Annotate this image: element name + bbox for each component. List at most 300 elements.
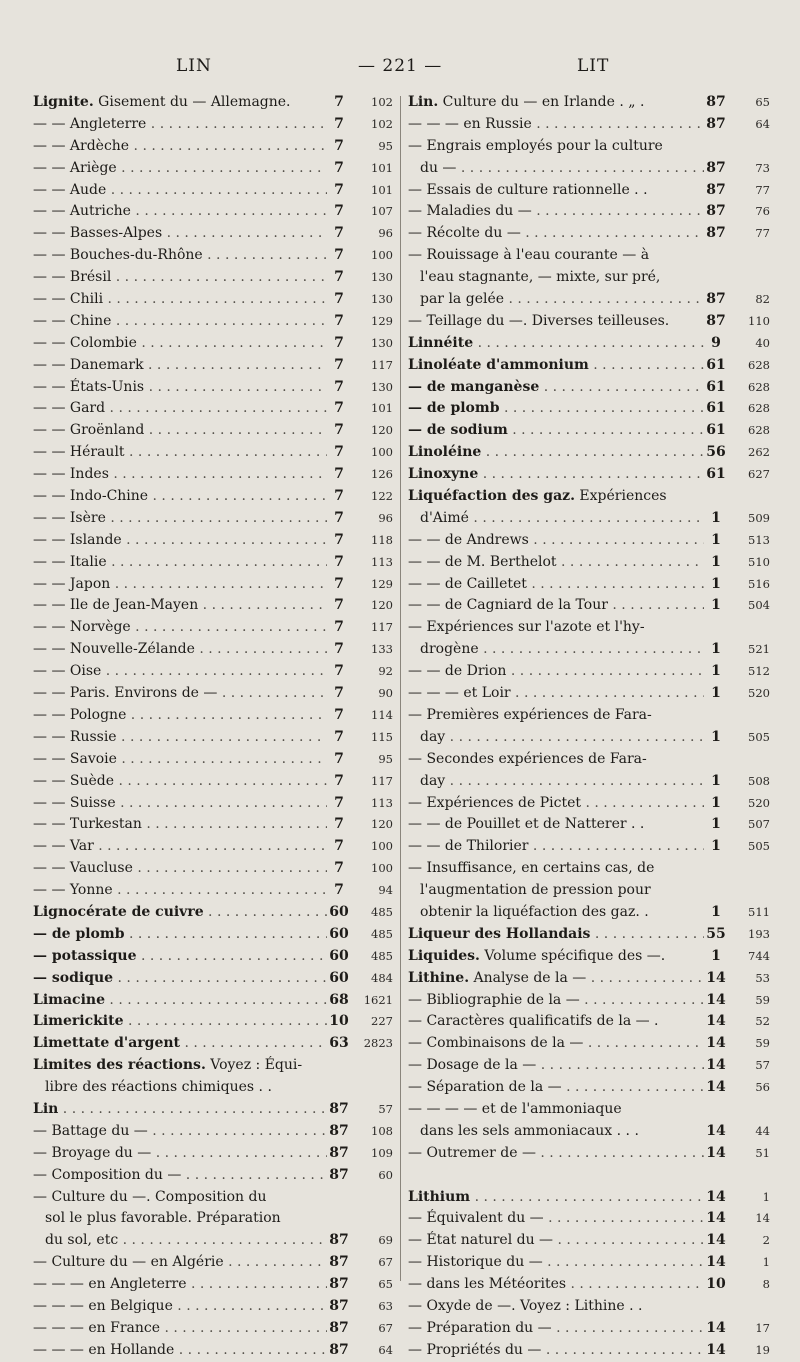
- entry-headword: Lin.: [408, 94, 439, 110]
- entry-volume: 14: [706, 1144, 726, 1161]
- entry-volume: 1: [711, 597, 721, 614]
- entry-text: — — Bouches-du-Rhône . . .: [33, 245, 327, 267]
- index-entry: [33, 1077, 393, 1099]
- index-entry: [33, 1318, 393, 1340]
- entry-page: 101: [371, 401, 393, 416]
- index-entry: [33, 420, 393, 442]
- entry-text: — Composition du — . . .: [33, 1165, 327, 1187]
- entry-volume: 55: [706, 925, 726, 942]
- entry-text: — — Brésil . . .: [33, 267, 327, 289]
- index-entry: [33, 1055, 393, 1077]
- entry-text: [408, 442, 704, 464]
- entry-text: — — Oise . . .: [33, 661, 327, 683]
- entry-page: 51: [755, 1145, 770, 1160]
- index-entry: [408, 158, 770, 180]
- index-entry: [33, 793, 393, 815]
- entry-page: 120: [371, 817, 393, 832]
- entry-volume: 10: [706, 1276, 726, 1293]
- index-entry: [408, 880, 770, 902]
- index-entry: [408, 1121, 770, 1143]
- entry-volume: 7: [334, 706, 344, 723]
- entry-volume: 14: [706, 1035, 726, 1052]
- entry-volume: 7: [334, 400, 344, 417]
- entry-page: 53: [755, 970, 770, 985]
- entry-volume: 1: [711, 728, 721, 745]
- entry-headword: Linoxyne: [408, 466, 479, 483]
- index-entry: [408, 245, 770, 267]
- entry-page: 227: [371, 1014, 393, 1029]
- index-entry: [33, 990, 393, 1012]
- index-entry: [33, 617, 393, 639]
- entry-page: 117: [371, 773, 393, 788]
- entry-text: — — Chine . . .: [33, 311, 327, 333]
- entry-volume: 1: [711, 903, 721, 920]
- entry-text: — — de Andrews . . .: [408, 530, 704, 552]
- entry-text: — Oxyde de —. Voyez : Lithine . .: [408, 1297, 643, 1314]
- entry-volume: 87: [706, 181, 726, 198]
- index-entry: [408, 1296, 770, 1318]
- entry-volume: 14: [706, 969, 726, 986]
- entry-text: — — Suède . . .: [33, 771, 327, 793]
- index-entry: [408, 1077, 770, 1099]
- index-entry: [408, 223, 770, 245]
- entry-text: — — de Cagniard de la Tour . . .: [408, 595, 704, 617]
- entry-volume: 14: [706, 1341, 726, 1358]
- entry-text: — Propriétés du — . . .: [408, 1340, 704, 1362]
- entry-text: — — Italie . . .: [33, 552, 327, 574]
- entry-volume: 87: [329, 1319, 349, 1336]
- entry-text: — — Var . . .: [33, 836, 327, 858]
- entry-headword: Limettate d'argent: [33, 1035, 180, 1052]
- entry-text: — — Danemark . . .: [33, 355, 327, 377]
- index-entry: [33, 1230, 393, 1252]
- index-entry: [408, 1187, 770, 1209]
- entry-text: — Premières expériences de Fara-: [408, 706, 652, 723]
- index-entry: [408, 289, 770, 311]
- entry-text: [408, 398, 704, 420]
- entry-text: — — — en Angleterre . . .: [33, 1274, 327, 1296]
- entry-volume: 7: [334, 115, 344, 132]
- entry-volume: 60: [329, 903, 349, 920]
- entry-volume: 87: [706, 203, 726, 220]
- entry-page: 120: [371, 598, 393, 613]
- entry-text: [33, 946, 327, 968]
- entry-page: 485: [371, 948, 393, 963]
- index-entry: [33, 530, 393, 552]
- entry-text: — Combinaisons de la — . . .: [408, 1033, 704, 1055]
- entry-page: 510: [748, 554, 770, 569]
- entry-text: [33, 968, 327, 990]
- entry-volume: 7: [334, 247, 344, 264]
- entry-page: 113: [371, 554, 393, 569]
- entry-text: — Secondes expériences de Fara-: [408, 750, 647, 767]
- entry-page: 59: [755, 992, 770, 1007]
- page-number: — 221 —: [358, 56, 443, 76]
- entry-page: 521: [748, 642, 770, 657]
- entry-text: Limites des réactions. Voyez : Équi-: [33, 1057, 303, 1074]
- index-entry: [33, 398, 393, 420]
- entry-page: 92: [378, 664, 393, 679]
- entry-page: 14: [755, 1211, 770, 1226]
- entry-page: 511: [748, 904, 770, 919]
- index-entry: [33, 661, 393, 683]
- index-entry: [33, 180, 393, 202]
- entry-volume: 7: [334, 94, 344, 110]
- entry-volume: 61: [706, 422, 726, 439]
- entry-volume: 14: [706, 1319, 726, 1336]
- entry-page: 100: [371, 861, 393, 876]
- entry-text: — — — en Belgique . . .: [33, 1296, 327, 1318]
- entry-page: 113: [371, 795, 393, 810]
- entry-text: — — Savoie . . .: [33, 749, 327, 771]
- entry-text: — — Norvège . . .: [33, 617, 327, 639]
- index-entry: [33, 377, 393, 399]
- entry-text: Lin. Culture du — en Irlande . „ .: [408, 94, 645, 110]
- entry-headword: Linoléate d'ammonium: [408, 356, 589, 373]
- entry-headword: — potassique: [33, 947, 137, 964]
- entry-text: [408, 464, 704, 486]
- header-right: LIT: [577, 56, 610, 76]
- index-entry: [33, 1296, 393, 1318]
- entry-headword: — de plomb: [33, 925, 125, 942]
- entry-page: 485: [371, 904, 393, 919]
- entry-headword: Limites des réactions.: [33, 1057, 206, 1074]
- entry-text: — — Nouvelle-Zélande . . .: [33, 639, 327, 661]
- entry-volume: 14: [706, 1232, 726, 1249]
- entry-text: — — — et Loir . . .: [408, 683, 704, 705]
- entry-page: 57: [755, 1058, 770, 1073]
- entry-text: — Récolte du — . . .: [408, 223, 704, 245]
- entry-volume: 61: [706, 466, 726, 483]
- index-entry: [33, 267, 393, 289]
- entry-page: 64: [378, 1342, 393, 1357]
- entry-text: — — Hérault . . .: [33, 442, 327, 464]
- entry-page: 8: [762, 1277, 770, 1292]
- index-entry: [408, 705, 770, 727]
- entry-text: — Dosage de la — . . .: [408, 1055, 704, 1077]
- index-entry: [408, 836, 770, 858]
- entry-volume: 14: [706, 1210, 726, 1227]
- entry-text: Liquéfaction des gaz. Expériences: [408, 488, 667, 505]
- entry-text: — — Chili . . .: [33, 289, 327, 311]
- entry-volume: 87: [706, 225, 726, 242]
- entry-page: 505: [748, 839, 770, 854]
- entry-page: 102: [371, 116, 393, 131]
- entry-text: — — Suisse . . .: [33, 793, 327, 815]
- index-entry: [408, 508, 770, 530]
- entry-page: 130: [371, 379, 393, 394]
- entry-page: 120: [371, 423, 393, 438]
- entry-headword: — sodique: [33, 969, 114, 986]
- entry-page: 628: [748, 357, 770, 372]
- entry-text: — Culture du — en Algérie . . .: [33, 1252, 327, 1274]
- index-entry: [408, 1340, 770, 1362]
- entry-page: 65: [755, 95, 770, 109]
- entry-page: 1: [762, 1189, 770, 1204]
- index-entry: [408, 1230, 770, 1252]
- entry-text: [408, 420, 704, 442]
- entry-text: Lignite. Gisement du — Allemagne.: [33, 94, 291, 110]
- entry-headword: Linnéite: [408, 334, 474, 351]
- entry-volume: 87: [329, 1122, 349, 1139]
- entry-page: 60: [378, 1167, 393, 1182]
- entry-text: — — Aude . . .: [33, 180, 327, 202]
- entry-text: — — — — et de l'ammoniaque: [408, 1100, 622, 1117]
- index-entry: [408, 114, 770, 136]
- entry-page: 126: [371, 467, 393, 482]
- entry-page: 59: [755, 1036, 770, 1051]
- index-entry: [408, 311, 770, 333]
- right-column: [408, 92, 770, 1362]
- entry-headword: Lignite.: [33, 94, 94, 110]
- entry-volume: 7: [334, 531, 344, 548]
- entry-page: 94: [378, 883, 393, 898]
- entry-volume: 7: [334, 422, 344, 439]
- entry-page: 56: [755, 1080, 770, 1095]
- entry-text: — dans les Météorites . . .: [408, 1274, 704, 1296]
- entry-page: 628: [748, 423, 770, 438]
- index-entry: [33, 158, 393, 180]
- entry-text: — — de Cailletet . . .: [408, 574, 704, 596]
- entry-page: 2823: [363, 1036, 393, 1051]
- entry-volume: 7: [334, 378, 344, 395]
- entry-volume: 9: [711, 334, 721, 351]
- index-entry: [408, 771, 770, 793]
- entry-volume: 7: [334, 794, 344, 811]
- entry-text: — Engrais employés pour la culture: [408, 137, 663, 154]
- entry-text: [408, 377, 704, 399]
- entry-volume: 87: [706, 159, 726, 176]
- index-entry: [33, 574, 393, 596]
- index-entry: [33, 333, 393, 355]
- entry-volume: 1: [711, 509, 721, 526]
- index-entry: [408, 727, 770, 749]
- entry-text: — — Islande . . .: [33, 530, 327, 552]
- entry-headword: — de plomb: [408, 400, 500, 417]
- entry-text: [33, 902, 327, 924]
- entry-volume: 7: [334, 728, 344, 745]
- entry-page: 64: [755, 116, 770, 131]
- entry-text: — Battage du — . . .: [33, 1121, 327, 1143]
- index-entry: [408, 1143, 770, 1165]
- entry-page: 76: [755, 204, 770, 219]
- entry-page: 101: [371, 182, 393, 197]
- entry-page: 512: [748, 664, 770, 679]
- entry-volume: 60: [329, 969, 349, 986]
- index-entry: [33, 749, 393, 771]
- index-entry: [33, 1252, 393, 1274]
- entry-page: 628: [748, 401, 770, 416]
- index-entry: [408, 398, 770, 420]
- entry-volume: 1: [711, 575, 721, 592]
- entry-page: 101: [371, 160, 393, 175]
- index-entry: [33, 245, 393, 267]
- entry-volume: 1: [711, 663, 721, 680]
- entry-text: du sol, etc . . .: [33, 1230, 327, 1252]
- entry-page: 130: [371, 270, 393, 285]
- index-entry: [408, 595, 770, 617]
- entry-text: — — Pologne . . .: [33, 705, 327, 727]
- entry-page: 484: [371, 970, 393, 985]
- entry-page: 57: [378, 1101, 393, 1116]
- index-entry: [33, 1099, 393, 1121]
- entry-volume: 7: [334, 619, 344, 636]
- entry-volume: 7: [334, 838, 344, 855]
- entry-page: 504: [748, 598, 770, 613]
- index-entry: [408, 201, 770, 223]
- entry-page: 1: [762, 1255, 770, 1270]
- header-left: LIN: [176, 56, 212, 76]
- entry-volume: 1: [711, 531, 721, 548]
- entry-page: 40: [755, 335, 770, 350]
- entry-text: sol le plus favorable. Préparation: [45, 1210, 281, 1227]
- entry-page: 95: [378, 138, 393, 153]
- entry-volume: 7: [334, 685, 344, 702]
- index-entry: [408, 574, 770, 596]
- index-entry: [33, 836, 393, 858]
- index-entry: [408, 180, 770, 202]
- entry-text: — — Indo-Chine . . .: [33, 486, 327, 508]
- entry-text: — — Basses-Alpes . . .: [33, 223, 327, 245]
- entry-headword: Lignocérate de cuivre: [33, 903, 204, 920]
- index-entry: [33, 946, 393, 968]
- entry-volume: 87: [329, 1254, 349, 1271]
- entry-page: 193: [748, 926, 770, 941]
- index-entry: [408, 355, 770, 377]
- index-entry: [408, 1099, 770, 1121]
- entry-page: 505: [748, 729, 770, 744]
- entry-page: 744: [748, 948, 770, 963]
- entry-page: 102: [371, 95, 393, 109]
- entry-text: — — — en Russie . . .: [408, 114, 704, 136]
- entry-page: 52: [755, 1014, 770, 1029]
- index-entry: [33, 1274, 393, 1296]
- entry-text: — — Autriche . . .: [33, 201, 327, 223]
- entry-page: 513: [748, 532, 770, 547]
- entry-volume: 7: [334, 575, 344, 592]
- entry-volume: 14: [706, 1057, 726, 1074]
- entry-headword: Lithine.: [408, 969, 470, 986]
- entry-volume: 1: [711, 772, 721, 789]
- index-entry: [33, 223, 393, 245]
- entry-page: 73: [755, 160, 770, 175]
- entry-text: Lithine. Analyse de la — . . .: [408, 968, 704, 990]
- entry-page: 129: [371, 576, 393, 591]
- index-entry: [33, 858, 393, 880]
- index-entry: [33, 114, 393, 136]
- entry-text: — — Yonne . . .: [33, 880, 327, 902]
- entry-page: 44: [755, 1123, 770, 1138]
- entry-volume: 7: [334, 291, 344, 308]
- index-entry: [408, 990, 770, 1012]
- index-entry: [408, 924, 770, 946]
- entry-text: — Insuffisance, en certains cas, de: [408, 860, 655, 877]
- entry-volume: 63: [329, 1035, 349, 1052]
- entry-page: 117: [371, 357, 393, 372]
- index-entry: [33, 639, 393, 661]
- index-entry: [33, 1165, 393, 1187]
- entry-volume: 87: [329, 1297, 349, 1314]
- index-entry: [408, 92, 770, 114]
- index-entry: [33, 595, 393, 617]
- entry-page: 129: [371, 313, 393, 328]
- entry-text: — Expériences de Pictet . . .: [408, 793, 704, 815]
- entry-volume: 7: [334, 203, 344, 220]
- index-entry: [33, 201, 393, 223]
- entry-text: — Maladies du — . . .: [408, 201, 704, 223]
- entry-page: 69: [378, 1233, 393, 1248]
- entry-text: — Séparation de la — . . .: [408, 1077, 704, 1099]
- entry-page: 1621: [363, 992, 393, 1007]
- entry-headword: Limacine: [33, 991, 105, 1008]
- entry-text: — Caractères qualificatifs de la — .: [408, 1013, 659, 1030]
- index-entry: [408, 968, 770, 990]
- entry-text: — Expériences sur l'azote et l'hy-: [408, 619, 645, 636]
- entry-page: 628: [748, 379, 770, 394]
- entry-text: Liquides. Volume spécifique des —.: [408, 947, 666, 964]
- entry-volume: 7: [334, 860, 344, 877]
- entry-page: 520: [748, 686, 770, 701]
- entry-text: — — de Drion . . .: [408, 661, 704, 683]
- index-entry: [33, 683, 393, 705]
- entry-volume: 14: [706, 1013, 726, 1030]
- entry-page: 100: [371, 839, 393, 854]
- entry-volume: 14: [706, 1254, 726, 1271]
- entry-page: 130: [371, 335, 393, 350]
- entry-text: — Outremer de — . . .: [408, 1143, 704, 1165]
- entry-volume: 87: [329, 1276, 349, 1293]
- index-entry: [408, 1033, 770, 1055]
- index-entry: [408, 267, 770, 289]
- entry-page: 115: [371, 729, 393, 744]
- entry-volume: 7: [334, 509, 344, 526]
- index-entry: [408, 814, 770, 836]
- entry-text: d'Aimé . . .: [408, 508, 704, 530]
- entry-text: — Rouissage à l'eau courante — à: [408, 247, 650, 264]
- entry-text: — — Gard . . .: [33, 398, 327, 420]
- entry-page: 67: [378, 1255, 393, 1270]
- index-entry: [33, 552, 393, 574]
- index-entry: [408, 639, 770, 661]
- entry-volume: 56: [706, 444, 726, 461]
- entry-volume: 14: [706, 1079, 726, 1096]
- entry-text: — — de Thilorier . . .: [408, 836, 704, 858]
- entry-volume: 7: [334, 882, 344, 899]
- entry-volume: 1: [711, 553, 721, 570]
- entry-text: [33, 924, 327, 946]
- index-entry: [408, 902, 770, 924]
- entry-headword: — de sodium: [408, 422, 508, 439]
- entry-text: — — Colombie . . .: [33, 333, 327, 355]
- index-entry: [408, 1208, 770, 1230]
- index-entry: [33, 771, 393, 793]
- entry-page: 96: [378, 510, 393, 525]
- entry-page: 133: [371, 642, 393, 657]
- entry-text: — — Groënland . . .: [33, 420, 327, 442]
- entry-volume: 87: [329, 1232, 349, 1249]
- entry-volume: 7: [334, 137, 344, 154]
- index-entry: [33, 1033, 393, 1055]
- entry-text: — — Japon . . .: [33, 574, 327, 596]
- entry-volume: 10: [329, 1013, 349, 1030]
- entry-text: — — Ariège . . .: [33, 158, 327, 180]
- entry-page: 107: [371, 204, 393, 219]
- entry-volume: 7: [334, 444, 344, 461]
- entry-volume: 7: [334, 334, 344, 351]
- entry-text: — — États-Unis . . .: [33, 377, 327, 399]
- index-entry: [408, 1252, 770, 1274]
- entry-text: [33, 1033, 327, 1055]
